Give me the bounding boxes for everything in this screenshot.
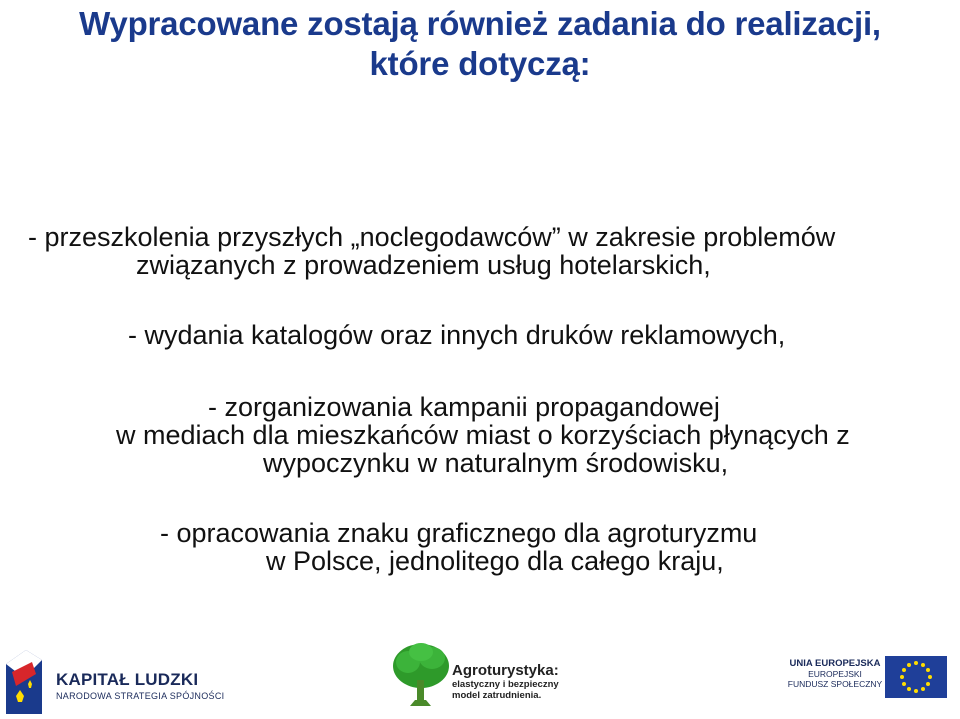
agroturystyka-logo xyxy=(452,662,559,701)
item-1-line-1: - przeszkolenia przyszłych „noclegodawców” w zakresie problemów xyxy=(28,222,836,252)
item-1-line-2: związanych z prowadzeniem usług hotelarskich, xyxy=(136,250,711,280)
agroturystyka-title: Agroturystyka: xyxy=(452,662,559,679)
title-line-1: Wypracowane zostają również zadania do realizacji, xyxy=(79,5,881,42)
kapital-ludzki-logo xyxy=(56,670,224,702)
slide-title xyxy=(0,4,960,84)
ue-logo-text xyxy=(780,658,890,689)
kapital-ludzki-subtitle: NARODOWA STRATEGIA SPÓJNOŚCI xyxy=(56,691,225,701)
item-4-line-1: - opracowania znaku graficznego dla agroturyzmu xyxy=(160,518,758,548)
agroturystyka-sub-2: model zatrudnienia. xyxy=(452,690,542,701)
item-3-line-1: - zorganizowania kampanii propagandowej xyxy=(208,392,720,422)
kapital-ludzki-flag-icon xyxy=(6,644,44,716)
title-line-2: które dotyczą: xyxy=(369,45,591,82)
ue-line-3: FUNDUSZ SPOŁECZNY xyxy=(787,679,883,689)
item-3-line-2: w mediach dla mieszkańców miast o korzyściach płynących z xyxy=(116,420,850,450)
kapital-ludzki-title: KAPITAŁ LUDZKI xyxy=(56,670,199,689)
eu-flag-icon xyxy=(885,656,947,698)
item-3-line-3: wypoczynku w naturalnym środowisku, xyxy=(263,448,729,478)
footer-logos xyxy=(0,630,960,719)
item-4-line-2: w Polsce, jednolitego dla całego kraju, xyxy=(266,546,724,576)
tree-icon xyxy=(390,640,452,710)
agroturystyka-sub-1: elastyczny i bezpieczny xyxy=(452,679,559,690)
item-2-line-1: - wydania katalogów oraz innych druków reklamowych, xyxy=(128,320,786,350)
ue-line-1: UNIA EUROPEJSKA xyxy=(789,658,881,669)
ue-line-2: EUROPEJSKI xyxy=(808,669,862,679)
